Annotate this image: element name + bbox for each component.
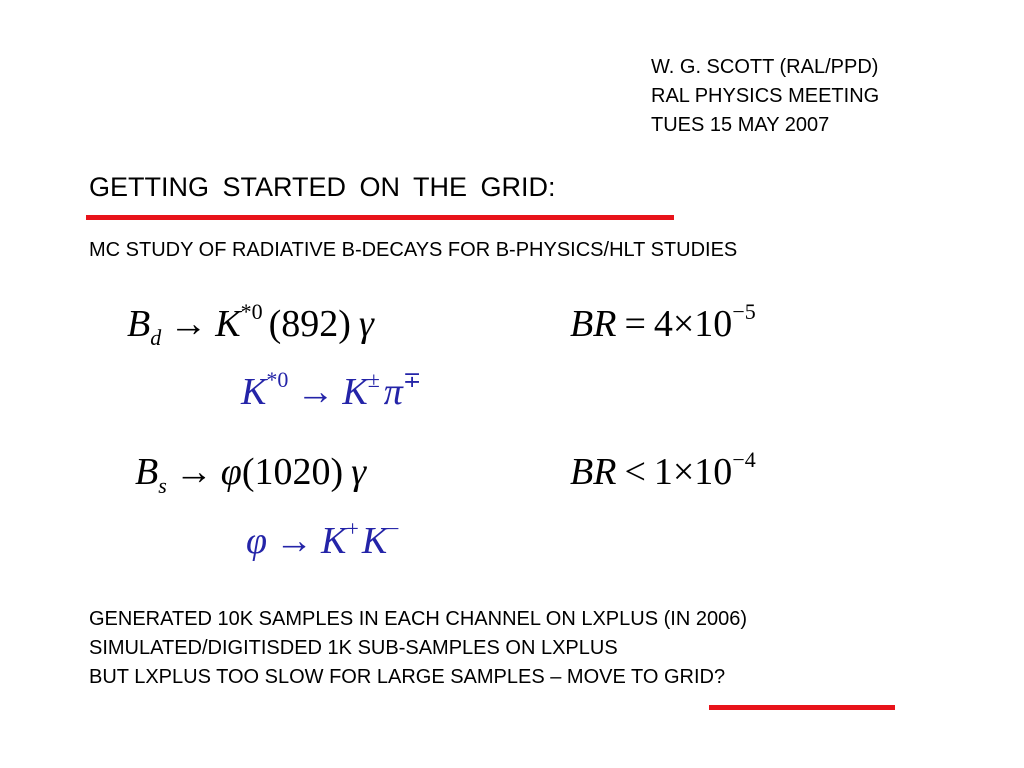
b-symbol: B [135, 451, 159, 493]
date-line: TUES 15 MAY 2007 [651, 114, 830, 136]
note-line: BUT LXPLUS TOO SLOW FOR LARGE SAMPLES – MOVE TO GRID? [89, 666, 726, 688]
decay-equation-kstar [241, 367, 422, 413]
gamma-symbol: γ [351, 451, 367, 493]
title-underline [86, 215, 674, 220]
meeting-line: RAL PHYSICS MEETING [651, 85, 880, 107]
br-coefficient: 1×10 [653, 451, 733, 493]
slide-subtitle: MC STUDY OF RADIATIVE B-DECAYS FOR B-PHYSICS/HLT STUDIES [89, 239, 738, 261]
br-exponent: −5 [732, 299, 756, 324]
branching-ratio-bd [570, 299, 756, 345]
branching-ratio-bs [570, 447, 756, 493]
k-symbol-2: K [342, 371, 368, 413]
relation-symbol: = [624, 303, 646, 345]
b-subscript: d [150, 325, 162, 350]
k-symbol: K [241, 371, 267, 413]
br-exponent: −4 [732, 447, 756, 472]
k-charge: ± [367, 367, 380, 392]
br-coefficient: 4×10 [653, 303, 733, 345]
decay-equation-phi [246, 516, 400, 562]
br-symbol: BR [570, 303, 617, 345]
pi-charge: ∓ [402, 367, 422, 392]
b-subscript: s [158, 473, 167, 498]
k-superscript: *0 [240, 299, 263, 324]
k-plus-charge: + [346, 516, 359, 541]
decay-equation-bd [127, 299, 374, 350]
decay-equation-bs [135, 451, 367, 498]
phi-symbol: φ [220, 451, 242, 493]
note-line: SIMULATED/DIGITISDED 1K SUB-SAMPLES ON LXPLUS [89, 637, 618, 659]
br-symbol: BR [570, 451, 617, 493]
pi-symbol: π [383, 371, 403, 413]
notes-underline [709, 705, 895, 710]
gamma-symbol: γ [358, 303, 374, 345]
arrow-symbol: → [169, 303, 208, 345]
relation-symbol: < [624, 451, 646, 493]
arrow-symbol: → [275, 520, 314, 562]
phi-symbol: φ [246, 520, 268, 562]
notes-block [89, 605, 747, 692]
mass-value: (1020) [241, 451, 344, 493]
author-line: W. G. SCOTT (RAL/PPD) [651, 56, 879, 78]
arrow-symbol: → [296, 371, 335, 413]
k-minus-charge: − [387, 516, 400, 541]
k-superscript: *0 [266, 367, 289, 392]
k-symbol: K [321, 520, 347, 562]
slide-title: GETTING STARTED ON THE GRID: [89, 172, 556, 202]
note-line: GENERATED 10K SAMPLES IN EACH CHANNEL ON LXPLUS (IN 2006) [89, 608, 747, 630]
k-symbol: K [215, 303, 241, 345]
arrow-symbol: → [174, 451, 213, 493]
k-symbol-2: K [361, 520, 388, 562]
mass-value: (892) [268, 303, 351, 345]
b-symbol: B [127, 303, 151, 345]
author-info [651, 53, 879, 140]
